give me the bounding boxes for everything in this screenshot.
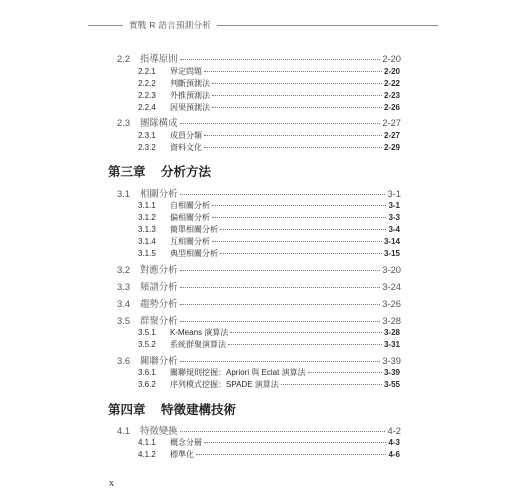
- subsection-number: 3.1.3: [138, 225, 156, 234]
- toc-subsection-3-1-5[interactable]: [138, 248, 400, 259]
- subsection-number: 2.3.2: [138, 143, 156, 152]
- page-number: 3-14: [383, 237, 400, 246]
- toc-subsection-4-1-1[interactable]: [138, 437, 400, 448]
- toc-section-3-6[interactable]: [117, 353, 401, 367]
- page-number: 3-39: [383, 368, 400, 377]
- chapter-title: 分析方法: [161, 165, 212, 179]
- page-number: 2-22: [383, 79, 400, 88]
- dot-leader: [308, 372, 382, 373]
- dot-leader: [228, 344, 382, 345]
- toc-subsection-3-1-1[interactable]: [138, 200, 400, 211]
- dot-leader: [204, 147, 382, 148]
- subsection-title: K-Means 演算法: [170, 328, 229, 337]
- dot-leader: [180, 431, 386, 432]
- toc-section-4-1[interactable]: [117, 423, 401, 437]
- section-title: 關聯分析: [140, 355, 178, 366]
- toc-subsection-4-1-2[interactable]: [138, 449, 400, 460]
- toc-subsection-2-2-1[interactable]: [138, 66, 400, 77]
- page-number: 3-31: [383, 340, 400, 349]
- section-title: 相關分析: [140, 188, 178, 199]
- section-number: 3.4: [117, 298, 131, 309]
- subsection-title: 成員分類: [170, 131, 202, 140]
- section-title: 特徵變換: [140, 425, 178, 436]
- toc-subsection-2-2-3[interactable]: [138, 90, 400, 101]
- subsection-title: 序列模式挖掘：SPADE 演算法: [170, 380, 279, 389]
- section-number: 2.2: [117, 53, 131, 64]
- header-rule-left: [88, 25, 123, 26]
- subsection-title: 簡單相關分析: [170, 225, 218, 234]
- chapter-4-heading[interactable]: [108, 400, 236, 418]
- page-number: 3-4: [388, 225, 400, 234]
- dot-leader: [180, 361, 381, 362]
- section-number: 3.6: [117, 355, 131, 366]
- page-number: 3-24: [382, 281, 401, 292]
- page-number: 3-55: [383, 380, 400, 389]
- subsection-number: 3.1.5: [138, 249, 156, 258]
- toc-subsection-2-2-4[interactable]: [138, 102, 400, 113]
- subsection-title: 系統群聚演算法: [170, 340, 226, 349]
- subsection-title: 判斷預測法: [170, 79, 210, 88]
- dot-leader: [220, 253, 382, 254]
- dot-leader: [212, 95, 382, 96]
- dot-leader: [180, 270, 381, 271]
- subsection-number: 2.3.1: [138, 131, 156, 140]
- toc-section-3-2[interactable]: [117, 262, 401, 276]
- subsection-number: 2.2.4: [138, 103, 156, 112]
- subsection-number: 3.1.4: [138, 237, 156, 246]
- section-number: 3.3: [117, 281, 131, 292]
- dot-leader: [212, 83, 382, 84]
- dot-leader: [220, 229, 386, 230]
- page-number: 2-23: [383, 91, 400, 100]
- toc-section-2-2[interactable]: [117, 51, 401, 65]
- page-number: 2-27: [382, 117, 401, 128]
- subsection-number: 2.2.1: [138, 67, 156, 76]
- dot-leader: [180, 287, 381, 288]
- subsection-title: 因果預測法: [170, 103, 210, 112]
- toc-subsection-3-5-1[interactable]: [138, 327, 400, 338]
- page-number: 3-15: [383, 249, 400, 258]
- subsection-title: 標準化: [170, 450, 194, 459]
- dot-leader: [204, 71, 382, 72]
- dot-leader: [212, 241, 382, 242]
- page-number: 4-3: [388, 438, 400, 447]
- toc-section-3-4[interactable]: [117, 296, 401, 310]
- subsection-number: 3.1.1: [138, 201, 156, 210]
- header-rule-right: [217, 25, 438, 26]
- section-title: 趨勢分析: [140, 298, 178, 309]
- book-title: 實戰 R 語言預測分析: [129, 20, 212, 30]
- subsection-number: 3.1.2: [138, 213, 156, 222]
- page-number: 2-20: [382, 53, 401, 64]
- page-number: 2-20: [383, 67, 400, 76]
- section-number: 3.5: [117, 315, 131, 326]
- dot-leader: [180, 194, 386, 195]
- page-number: 3-1: [387, 188, 401, 199]
- chapter-number: 第三章: [108, 165, 146, 179]
- subsection-title: 偏相關分析: [170, 213, 210, 222]
- subsection-number: 2.2.2: [138, 79, 156, 88]
- subsection-number: 3.6.2: [138, 380, 156, 389]
- subsection-number: 3.5.1: [138, 328, 156, 337]
- page-number: 3-3: [388, 213, 400, 222]
- page-number: 3-39: [382, 355, 401, 366]
- dot-leader: [180, 304, 381, 305]
- page-number: 3-28: [382, 315, 401, 326]
- chapter-number: 第四章: [108, 403, 146, 417]
- dot-leader: [180, 321, 381, 322]
- toc-subsection-3-5-2[interactable]: [138, 339, 400, 350]
- page-number: 3-28: [383, 328, 400, 337]
- page-number: 3-26: [382, 298, 401, 309]
- toc-subsection-2-3-1[interactable]: [138, 130, 400, 141]
- toc-section-2-3[interactable]: [117, 115, 401, 129]
- subsection-title: 互相關分析: [170, 237, 210, 246]
- page-folio: x: [109, 478, 114, 489]
- section-title: 頻譜分析: [140, 281, 178, 292]
- subsection-title: 關聯規則挖掘：Apriori 與 Eclat 演算法: [170, 368, 306, 377]
- dot-leader: [212, 205, 386, 206]
- section-number: 3.2: [117, 264, 131, 275]
- subsection-title: 外推預測法: [170, 91, 210, 100]
- toc-subsection-2-3-2[interactable]: [138, 142, 400, 153]
- subsection-number: 3.6.1: [138, 368, 156, 377]
- section-number: 2.3: [117, 117, 131, 128]
- section-title: 對應分析: [140, 264, 178, 275]
- page-number: 3-20: [382, 264, 401, 275]
- toc-subsection-3-6-2[interactable]: [138, 379, 400, 390]
- toc-subsection-3-1-4[interactable]: [138, 236, 400, 247]
- dot-leader: [212, 107, 382, 108]
- subsection-title: 界定問題: [170, 67, 202, 76]
- chapter-3-heading[interactable]: [108, 162, 211, 180]
- page-number: 4-2: [387, 425, 401, 436]
- section-title: 指導原則: [140, 53, 178, 64]
- toc-subsection-3-6-1[interactable]: [138, 367, 400, 378]
- subsection-title: 典型相關分析: [170, 249, 218, 258]
- toc-subsection-3-1-2[interactable]: [138, 212, 400, 223]
- section-title: 群聚分析: [140, 315, 178, 326]
- subsection-title: 資料文化: [170, 143, 202, 152]
- dot-leader: [180, 59, 381, 60]
- dot-leader: [180, 123, 381, 124]
- page-number: 3-1: [388, 201, 400, 210]
- subsection-number: 4.1.2: [138, 450, 156, 459]
- dot-leader: [281, 384, 382, 385]
- toc-section-3-3[interactable]: [117, 279, 401, 293]
- toc-subsection-3-1-3[interactable]: [138, 224, 400, 235]
- page-number: 4-6: [388, 450, 400, 459]
- subsection-number: 4.1.1: [138, 438, 156, 447]
- dot-leader: [204, 135, 382, 136]
- dot-leader: [196, 454, 386, 455]
- dot-leader: [212, 217, 386, 218]
- dot-leader: [204, 442, 386, 443]
- subsection-number: 3.5.2: [138, 340, 156, 349]
- page-number: 2-26: [383, 103, 400, 112]
- page-number: 2-29: [383, 143, 400, 152]
- subsection-title: 自相關分析: [170, 201, 210, 210]
- toc-subsection-2-2-2[interactable]: [138, 78, 400, 89]
- section-number: 3.1: [117, 188, 131, 199]
- running-header: [88, 19, 438, 31]
- toc-section-3-5[interactable]: [117, 313, 401, 327]
- subsection-title: 概念分層: [170, 438, 202, 447]
- section-title: 團隊構成: [140, 117, 178, 128]
- chapter-title: 特徵建構技術: [161, 403, 237, 417]
- section-number: 4.1: [117, 425, 131, 436]
- page-number: 2-27: [383, 131, 400, 140]
- dot-leader: [230, 332, 382, 333]
- toc-section-3-1[interactable]: [117, 186, 401, 200]
- subsection-number: 2.2.3: [138, 91, 156, 100]
